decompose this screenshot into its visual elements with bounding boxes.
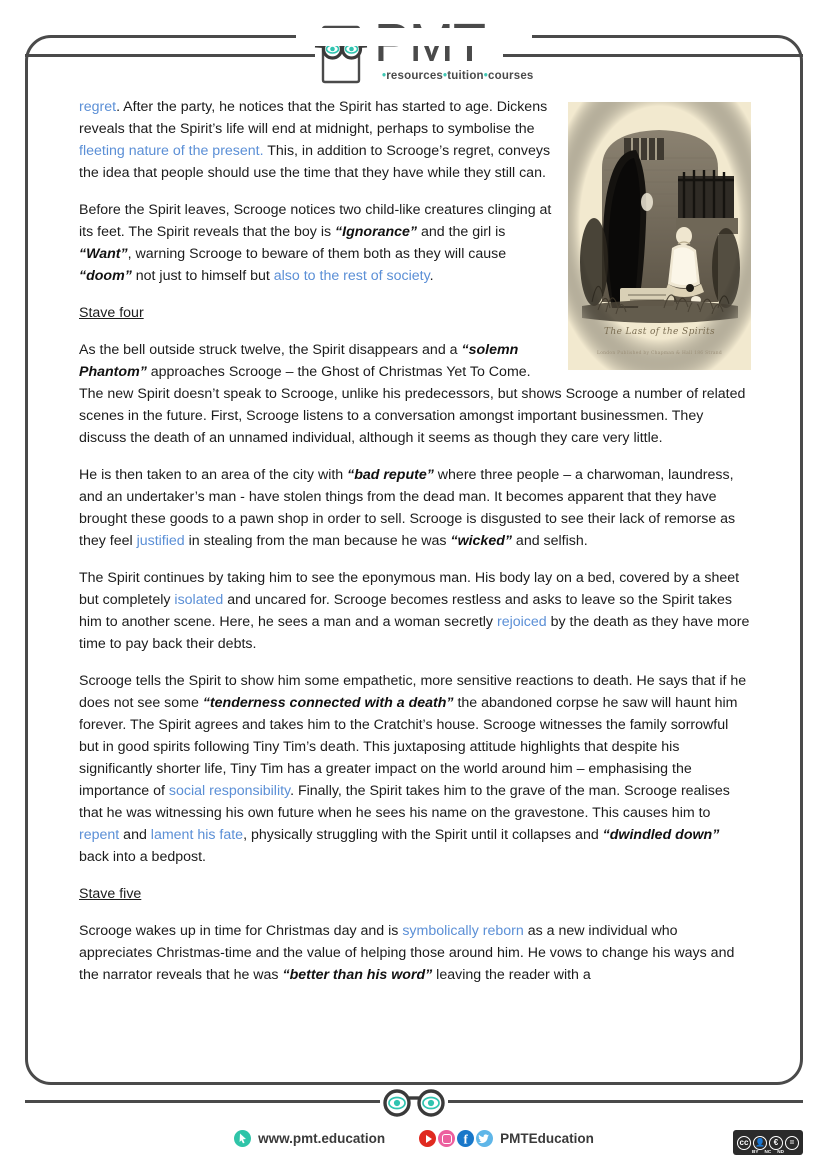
highlighted-term: symbolically reborn [402, 923, 524, 939]
highlighted-term: justified [136, 533, 185, 549]
quotation: “dwindled down” [602, 827, 720, 843]
social-icon-row [419, 1130, 493, 1147]
body-text: . After the party, he notices that the Spirit has started to age. Dickens reveals that the Spirit’s life will end at midnight, perhaps to symbolise the [79, 99, 548, 137]
body-text: as a new individual who appreciates Christmas-time and the value of helping those around him. He vows to change his ways and the narrator reveals that he was [79, 923, 735, 983]
footer-links [0, 1130, 828, 1147]
cc-nd-icon: = [785, 1136, 799, 1150]
highlighted-term: rejoiced [496, 614, 547, 630]
instagram-icon[interactable] [438, 1130, 455, 1147]
figure-caption: The Last of the Spirits [603, 327, 716, 338]
body-text: Scrooge tells the Spirit to show him some empathetic, more sensitive reactions to death. He says that if he does not see some [79, 673, 747, 711]
quotation: “better than his word” [282, 967, 433, 983]
quotation: “Ignorance” [335, 224, 418, 240]
cc-by-icon: 👤 [753, 1136, 767, 1150]
paragraph-eponymous-man [79, 567, 751, 655]
tagline-courses: courses [488, 70, 534, 82]
body-text: As the bell outside struck twelve, the Spirit disappears and a [79, 342, 462, 358]
frame-logo-notch [296, 28, 532, 46]
document-body [79, 96, 751, 1001]
page-footer [0, 1086, 828, 1171]
illustration-plate [568, 102, 751, 370]
highlighted-term: lament his fate [150, 827, 244, 843]
tagline-resources: resources [386, 70, 444, 82]
figure-last-of-the-spirits [568, 102, 751, 370]
body-text: Scrooge wakes up in time for Christmas day and is [79, 923, 403, 939]
facebook-icon[interactable] [457, 1130, 474, 1147]
body-text: . [429, 268, 434, 284]
body-text: leaving the reader with a [432, 967, 591, 983]
paragraph-bad-repute [79, 464, 751, 552]
body-text: by the death as they have more time to pay back their debts. [79, 614, 750, 652]
social-link[interactable] [419, 1130, 594, 1147]
highlighted-term: isolated [174, 592, 224, 608]
cc-term-labels [733, 1149, 803, 1154]
body-text: and the girl is [417, 224, 506, 240]
glasses-icon [376, 1088, 452, 1118]
website-url: www.pmt.education [258, 1131, 386, 1146]
quotation: “wicked” [450, 533, 512, 549]
highlighted-term: social responsibility [168, 783, 291, 799]
body-text: and uncared for. Scrooge becomes restless and asks to leave so the Spirit takes him to another scene. Here, he sees a man and a woman secretly [79, 592, 732, 630]
tagline-bullet: • [443, 70, 448, 82]
tagline-tuition: tuition [447, 70, 484, 82]
body-text: where three people – a charwoman, laundress, and an undertaker’s man - have stolen things from the dead man. It becomes apparent that they have brought these goods to a pawn shop in order to sell. Scrooge is disgusted to see their lack of remorse as they feel [79, 467, 736, 549]
highlighted-term: regret [79, 99, 117, 115]
twitter-icon[interactable] [476, 1130, 493, 1147]
body-text: in stealing from the man because he was [184, 533, 451, 549]
cc-label-nd: ND [777, 1149, 784, 1154]
paragraph-symbolically-reborn [79, 920, 751, 986]
body-text: , warning Scrooge to beware of them both as they will cause [127, 246, 507, 262]
footer-rule-right [448, 1100, 803, 1103]
quotation: “bad repute” [347, 467, 434, 483]
body-text: the abandoned corpse he saw will haunt him forever. The Spirit agrees and takes him to the Cratchit’s house. Scrooge witnesses the family sorrowful but in good spirits following Tiny Tim’s death. This juxtaposing attitude highlights that despite his significantly shorter life, Tiny Tim has a greater impact on the world around him – emphasising the importance of [79, 695, 738, 799]
website-link[interactable] [234, 1130, 385, 1147]
body-text: and [119, 827, 151, 843]
footer-rule-left [25, 1100, 380, 1103]
body-text: , physically struggling with the Spirit until it collapses and [243, 827, 603, 843]
cc-label-by: BY [752, 1149, 759, 1154]
body-text: and selfish. [511, 533, 588, 549]
highlighted-term: repent [79, 827, 120, 843]
body-text: The Spirit continues by taking him to see the eponymous man. His body lay on a bed, covered by a sheet but completely [79, 570, 740, 608]
body-text: He is then taken to an area of the city with [79, 467, 348, 483]
quotation: “doom” [79, 268, 132, 284]
creative-commons-badge [733, 1130, 803, 1155]
social-handle: PMTEducation [500, 1131, 594, 1146]
body-text: not just to himself but [131, 268, 274, 284]
body-text: back into a bedpost. [79, 849, 206, 865]
tagline-bullet: • [483, 70, 489, 82]
cc-nc-icon: € [769, 1136, 783, 1150]
tagline-bullet: • [382, 70, 387, 82]
body-text: approaches Scrooge – the Ghost of Christmas Yet To Come. The new Spirit doesn’t speak to Scrooge, unlike his predecessors, but shows Scrooge a number of related scenes in the future. First, Scrooge listens to a conversation amongst important businessmen. They discuss the death of an unnamed individual, although it seems as though they care very little. [79, 364, 746, 446]
highlighted-term: also to the rest of society [273, 268, 430, 284]
quotation: “solemn Phantom” [79, 342, 519, 380]
highlighted-term: fleeting nature of the present. [79, 143, 264, 159]
paragraph-tenderness [79, 670, 751, 868]
heading-stave-four: Stave four [79, 305, 144, 321]
body-text: Before the Spirit leaves, Scrooge notices two child-like creatures clinging at its feet. The Spirit reveals that the boy is [79, 202, 552, 240]
quotation: “Want” [79, 246, 128, 262]
quotation: “tenderness connected with a death” [202, 695, 454, 711]
cc-label-nc: NC [764, 1149, 772, 1154]
figure-subcaption: London Published by Chapman & Hall 186 Strand [596, 351, 722, 357]
youtube-icon[interactable] [419, 1130, 436, 1147]
body-text: . Finally, the Spirit takes him to the grave of the man. Scrooge realises that he was witnessing his own future when he sees his name on the gravestone. This causes him to [79, 783, 730, 821]
body-text: This, in addition to Scrooge’s regret, conveys the idea that people should use the time that they have while they still can. [79, 143, 551, 181]
cursor-icon [234, 1130, 251, 1147]
heading-stave-five: Stave five [79, 886, 142, 902]
cc-mark-icon: cc [737, 1136, 751, 1150]
